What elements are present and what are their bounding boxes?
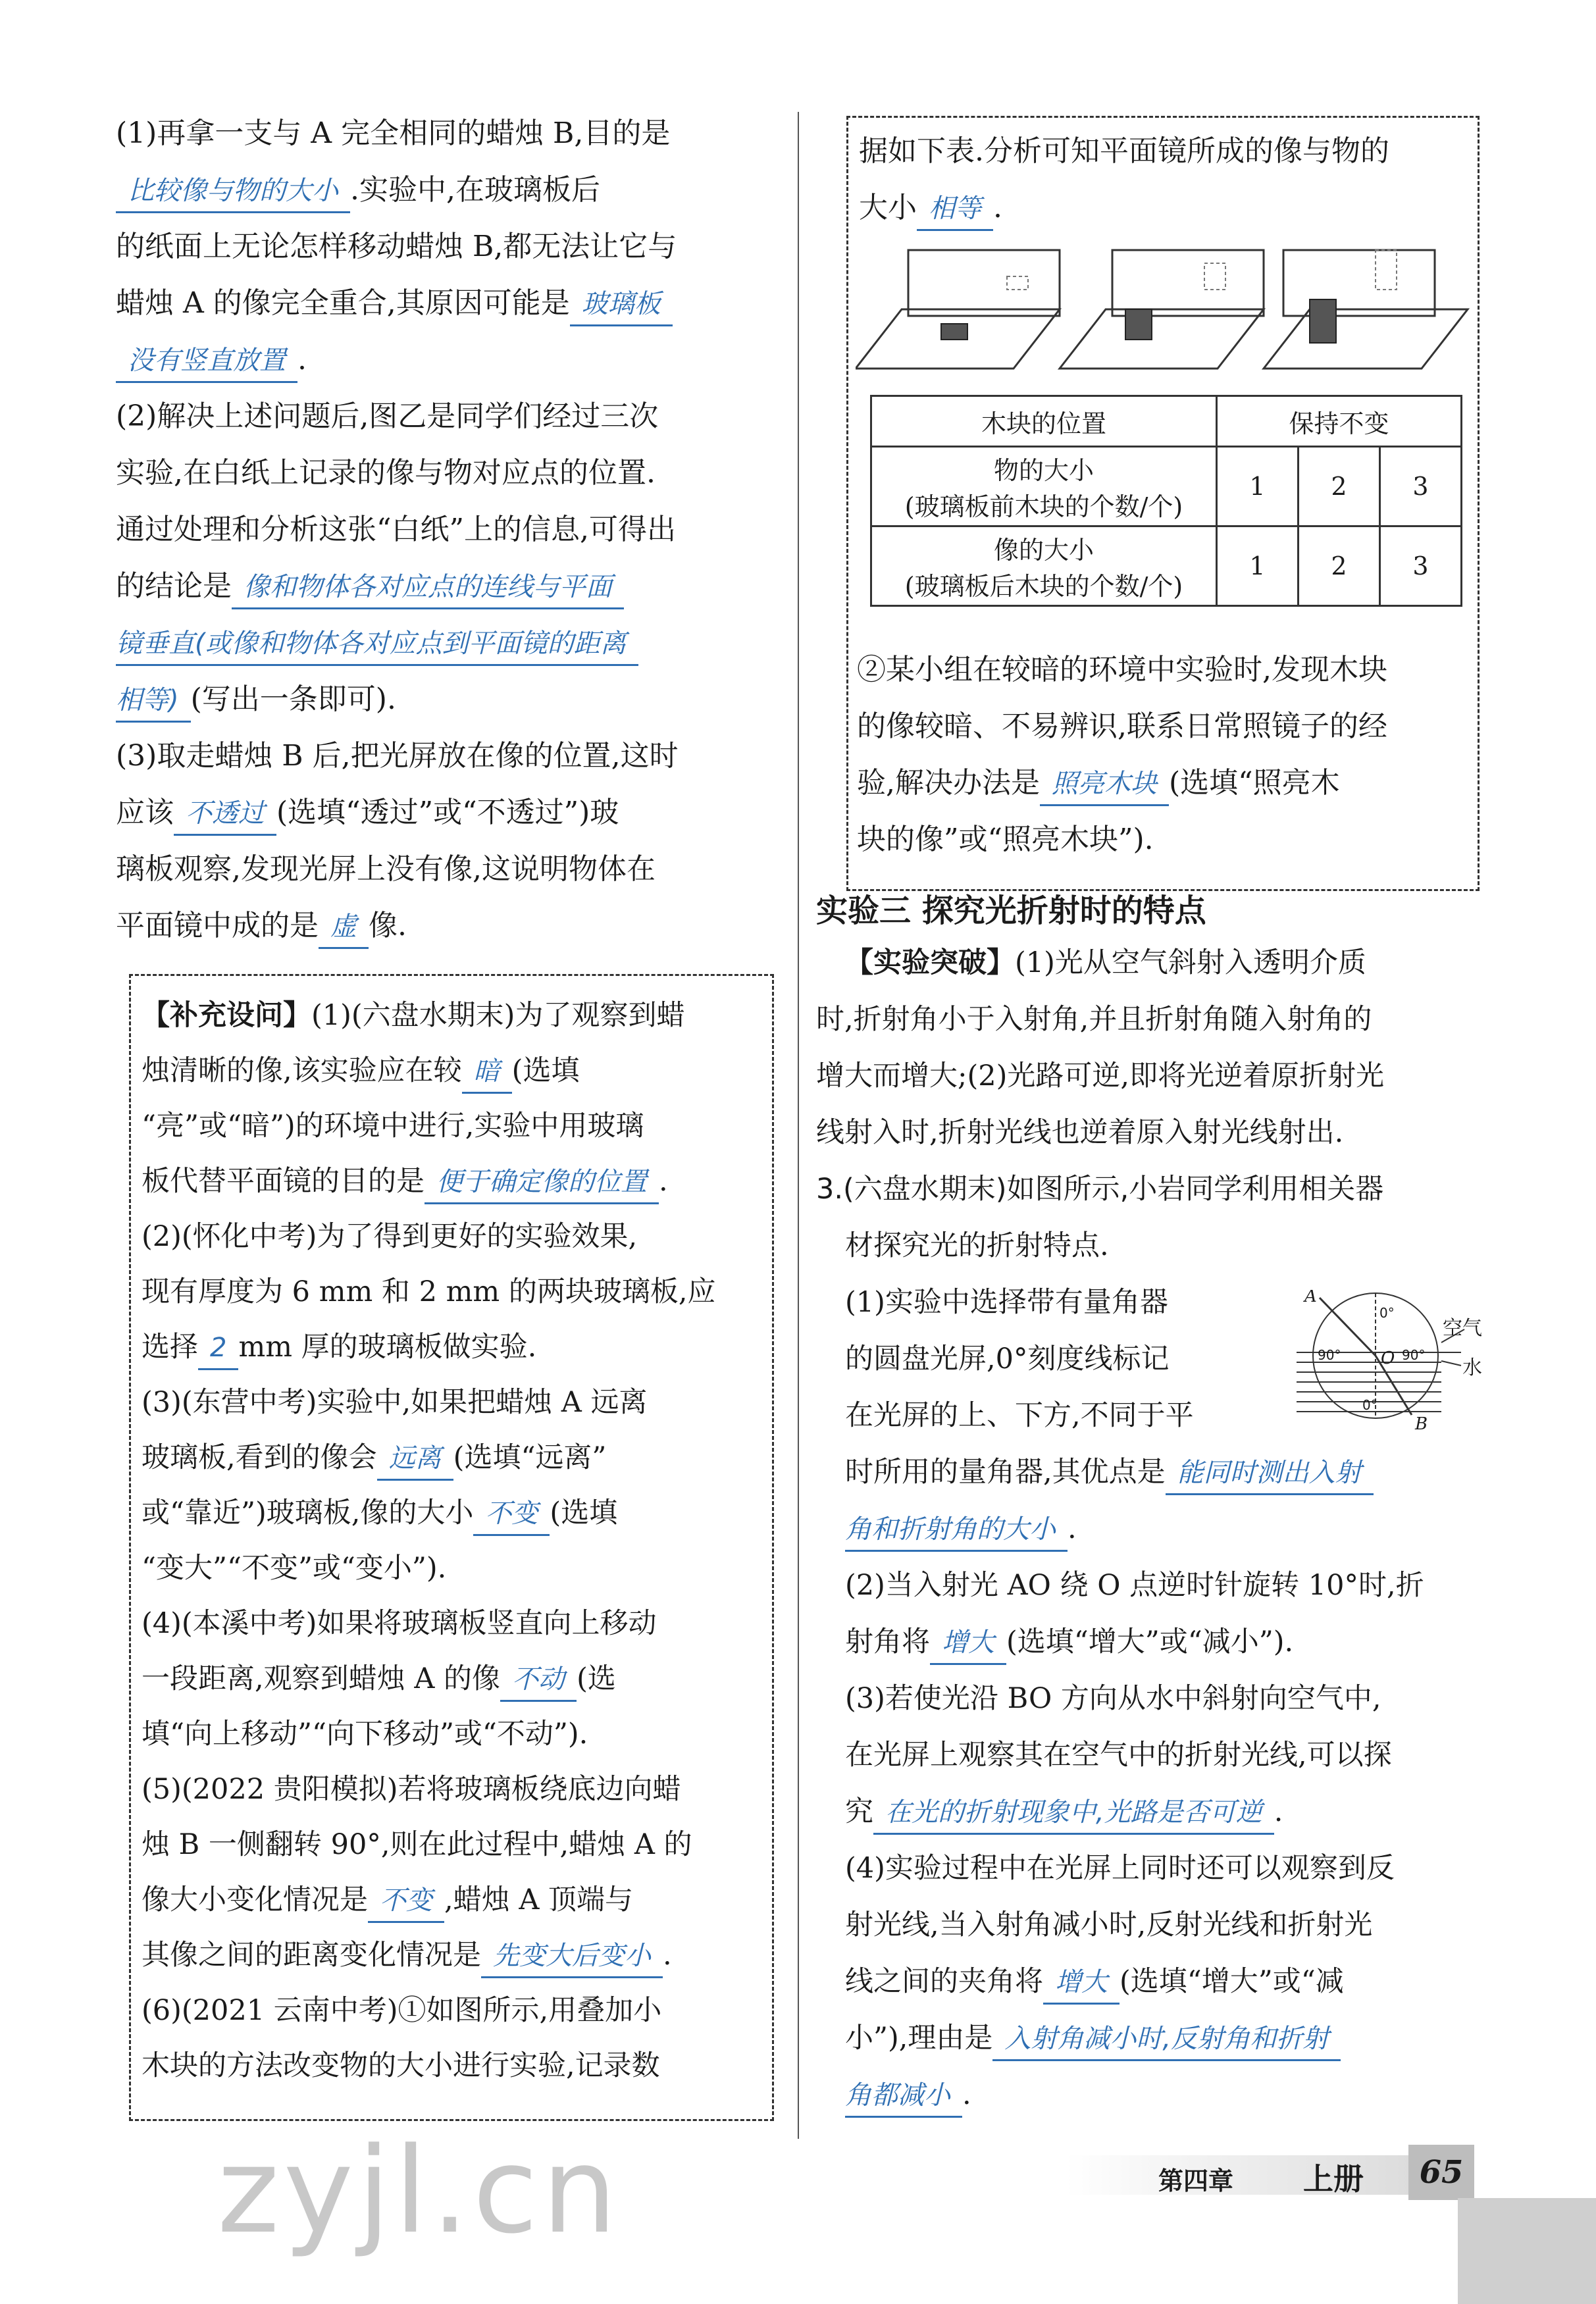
text: (选填“远离” (453, 1441, 607, 1474)
label-air: 空气 (1443, 1317, 1482, 1340)
text: . (1274, 1795, 1283, 1828)
text: (选填“增大”或“减 (1120, 1965, 1344, 1998)
text: (选填 (511, 1054, 580, 1087)
s4-line-3: 填“向上移动”“向下移动”或“不动”). (142, 1718, 588, 1751)
answer-blank: 2 (198, 1327, 238, 1370)
break-line-2: 时,折射角小于入射角,并且折射角随入射角的 (816, 1003, 1372, 1036)
s4-line-1: (4)(本溪中考)如果将玻璃板竖直向上移动 (142, 1607, 657, 1640)
row-label: 物的大小 (993, 456, 1094, 485)
table-cell (871, 447, 1217, 526)
p4-line-4 (816, 2010, 1501, 2066)
text: 小”),理由是 (845, 2022, 993, 2055)
q3-line-1: (3)取走蜡烛 B 后,把光屏放在像的位置,这时 (116, 739, 679, 773)
answer-blank: 玻璃板 (570, 284, 673, 326)
p3-line-2: 在光屏上观察其在空气中的折射光线,可以探 (845, 1739, 1392, 1772)
answer-blank: 角都减小 (845, 2075, 962, 2118)
s5-line-1: (5)(2022 贵阳模拟)若将玻璃板绕底边向蜡 (142, 1773, 681, 1806)
text: 或“靠近”)玻璃板,像的大小 (142, 1497, 474, 1529)
answer-blank: 能同时测出入射 (1166, 1452, 1374, 1495)
page-number: 65 (1408, 2145, 1474, 2200)
q3-line-4 (116, 898, 774, 954)
text: . (663, 1939, 672, 1972)
text: 选择 (142, 1331, 198, 1364)
p4-line-2: 射光线,当入射角减小时,反射光线和折射光 (845, 1908, 1373, 1941)
left-column (116, 105, 774, 954)
q2-line-6 (116, 671, 774, 728)
text: .实验中,在玻璃板后 (350, 173, 600, 207)
s3-line-4: “变大”“不变”或“变小”). (142, 1552, 447, 1585)
text: 玻璃板,看到的像会 (142, 1441, 377, 1474)
label-b: B (1415, 1414, 1428, 1434)
exp-line-2 (859, 180, 1467, 236)
label-water: 水 (1462, 1356, 1482, 1379)
p1-line-4 (816, 1444, 1501, 1500)
break-line-1 (816, 934, 1501, 991)
label-90-left: 90° (1318, 1347, 1341, 1363)
s2-line-3 (142, 1319, 761, 1375)
p3-line-1: (3)若使光沿 BO 方向从水中斜射向空气中, (845, 1682, 1381, 1715)
answer-blank: 不透过 (174, 793, 276, 836)
text: 的结论是 (116, 569, 232, 603)
glass-plate-3 (1283, 250, 1435, 316)
exp-q2-line-1: ②某小组在较暗的环境中实验时,发现木块 (857, 653, 1387, 686)
s1-line-3: “亮”或“暗”)的环境中进行,实验中用玻璃 (142, 1110, 644, 1142)
block-front-3 (1310, 299, 1336, 343)
q1-line-2 (116, 162, 774, 218)
q3-title-1 (816, 1161, 1501, 1217)
answer-blank: 照亮木块 (1040, 763, 1169, 806)
p2-line-2 (816, 1614, 1501, 1670)
answer-blank: 虚 (319, 906, 369, 949)
text: . (297, 343, 307, 376)
answer-blank: 角和折射角的大小 (845, 1509, 1068, 1552)
answer-blank: 没有竖直放置 (116, 340, 297, 383)
text: 其像之间的距离变化情况是 (142, 1939, 481, 1972)
p3-line-3 (816, 1783, 1501, 1840)
block-image-3 (1376, 250, 1397, 290)
s1-line-4 (142, 1154, 761, 1209)
glass-plate-2 (1112, 250, 1264, 316)
row-sublabel: (玻璃板后木块的个数/个) (904, 572, 1183, 601)
text: (选填 (550, 1497, 618, 1529)
answer-blank: 暗 (462, 1051, 512, 1094)
answer-blank: 相等) (116, 680, 191, 723)
s3-line-1: (3)(东营中考)实验中,如果把蜡烛 A 远离 (142, 1386, 648, 1419)
table-cell: 1 (1217, 447, 1299, 526)
answer-blank: 远离 (377, 1438, 453, 1481)
supplementary-questions-box (129, 974, 774, 2121)
paper-plane-2 (1060, 309, 1264, 369)
p1-line-5 (816, 1500, 1501, 1557)
answer-blank: 相等 (917, 188, 993, 231)
answer-blank: 不变 (368, 1880, 444, 1923)
text: mm 厚的玻璃板做实验. (238, 1331, 537, 1364)
answer-blank: 镜垂直(或像和物体各对应点到平面镜的距离 (116, 623, 638, 666)
refraction-figure (1290, 1290, 1501, 1448)
label-zero-bottom: 0° (1362, 1397, 1377, 1413)
mirror-blocks-figure (856, 237, 1474, 382)
text: 板代替平面镜的目的是 (142, 1165, 425, 1198)
table-cell: 2 (1299, 526, 1380, 606)
s6-line-2: 木块的方法改变物的大小进行实验,记录数 (142, 2049, 660, 2082)
break-tag: 【实验突破】 (845, 946, 1015, 979)
p1-line-1: (1)实验中选择带有量角器 (845, 1286, 1168, 1319)
section-heading: 实验三 探究光折射时的特点 (816, 892, 1206, 929)
table-row (871, 396, 1462, 447)
text: (选 (577, 1662, 616, 1695)
exp-line-1: 据如下表.分析可知平面镜所成的像与物的 (859, 134, 1389, 168)
p1-line-2: 的圆盘光屏,0°刻度线标记 (845, 1343, 1170, 1375)
text: (1)光从空气斜射入透明介质 (1015, 946, 1366, 979)
q1-line-1: (1)再拿一支与 A 完全相同的蜡烛 B,目的是 (116, 116, 671, 150)
chapter-label: 第四章 (1158, 2166, 1234, 2195)
label-zero-top: 0° (1379, 1305, 1395, 1321)
text: 验,解决办法是 (857, 766, 1040, 800)
text: 线之间的夹角将 (845, 1965, 1043, 1998)
text: 一段距离,观察到蜡烛 A 的像 (142, 1662, 501, 1695)
paper-plane-3 (1264, 309, 1468, 369)
answer-blank: 像和物体各对应点的连线与平面 (232, 567, 624, 609)
page-footer (1066, 2142, 1596, 2201)
exp-q2-line-4: 块的像”或“照亮木块”). (857, 823, 1154, 856)
p4-line-1: (4)实验过程中在光屏上同时还可以观察到反 (845, 1852, 1395, 1885)
table-header-cell: 木块的位置 (871, 396, 1217, 447)
volume-label: 上册 (1303, 2161, 1364, 2197)
table-cell: 1 (1217, 526, 1299, 606)
break-line-3: 增大而增大;(2)光路可逆,即将光逆着原折射光 (816, 1060, 1385, 1092)
s1-line-1 (142, 988, 761, 1043)
block-image-1 (1007, 276, 1028, 290)
text: . (659, 1165, 668, 1198)
answer-blank: 先变大后变小 (481, 1935, 663, 1978)
s6-line-1: (6)(2021 云南中考)①如图所示,用叠加小 (142, 1994, 662, 2027)
text: (1)(六盘水期末)为了观察到蜡 (311, 999, 685, 1032)
block-front-2 (1125, 309, 1152, 340)
q1-line-3: 的纸面上无论怎样移动蜡烛 B,都无法让它与 (116, 230, 677, 263)
column-divider (798, 112, 799, 2139)
label-a: A (1304, 1290, 1317, 1306)
corner-bar (1458, 2198, 1596, 2304)
s5-line-2: 烛 B 一侧翻转 90°,则在此过程中,蜡烛 A 的 (142, 1828, 692, 1861)
break-line-4: 线射入时,折射光线也逆着原入射光线射出. (816, 1116, 1344, 1149)
q3-title-2: 材探究光的折射特点. (845, 1229, 1109, 1262)
table-header-cell: 保持不变 (1217, 396, 1462, 447)
text: 烛清晰的像,该实验应在较 (142, 1054, 462, 1087)
q2-line-1: (2)解决上述问题后,图乙是同学们经过三次 (116, 399, 659, 433)
text: (选填“透过”或“不透过”)玻 (276, 796, 619, 829)
exp-q2-line-3 (857, 755, 1387, 811)
text: 大小 (859, 191, 917, 224)
table-cell: 2 (1299, 447, 1380, 526)
q2-line-4 (116, 558, 774, 615)
s4-line-2 (142, 1651, 761, 1706)
label-o: O (1381, 1348, 1395, 1368)
text: (写出一条即可). (190, 682, 396, 716)
answer-blank: 比较像与物的大小 (116, 170, 350, 213)
text: 蜡烛 A 的像完全重合,其原因可能是 (116, 286, 570, 320)
table-cell (871, 526, 1217, 606)
supp-tag: 【补充设问】 (142, 999, 311, 1032)
text: . (962, 2078, 971, 2111)
text: 像大小变化情况是 (142, 1883, 368, 1916)
s3-line-3 (142, 1485, 761, 1541)
text: 应该 (116, 796, 174, 829)
text: 时所用的量角器,其优点是 (845, 1456, 1166, 1489)
s1-line-2 (142, 1043, 761, 1098)
watermark: zyjl.cn (217, 2122, 621, 2260)
data-table (870, 395, 1462, 607)
answer-blank: 便于确定像的位置 (425, 1162, 659, 1204)
q1-line-5 (116, 332, 774, 388)
label-90-right: 90° (1402, 1347, 1426, 1363)
answer-blank: 不变 (473, 1493, 550, 1536)
p1-line-3: 在光屏的上、下方,不同于平 (845, 1399, 1194, 1432)
exp-q2 (857, 642, 1387, 868)
text: ,蜡烛 A 顶端与 (444, 1883, 634, 1916)
text: . (993, 191, 1002, 224)
p4-line-3 (816, 1953, 1501, 2010)
footer-gradient (1066, 2155, 1461, 2195)
table-row (871, 447, 1462, 526)
row-sublabel: (玻璃板前木块的个数/个) (904, 492, 1183, 521)
q2-line-3: 通过处理和分析这张“白纸”上的信息,可得出 (116, 513, 676, 546)
glass-plate-1 (908, 250, 1060, 316)
q3-line-3: 璃板观察,发现光屏上没有像,这说明物体在 (116, 852, 656, 886)
table-row (871, 526, 1462, 606)
text: 平面镜中成的是 (116, 909, 319, 942)
s2-line-2: 现有厚度为 6 mm 和 2 mm 的两块玻璃板,应 (142, 1275, 716, 1308)
q2-line-5 (116, 615, 774, 671)
answer-blank: 不动 (500, 1659, 577, 1702)
row-label: 像的大小 (993, 536, 1094, 565)
block-front-1 (941, 324, 967, 340)
text: 究 (845, 1795, 873, 1828)
text: 像. (369, 909, 407, 942)
answer-blank: 增大 (1043, 1962, 1120, 2005)
answer-blank: 增大 (930, 1622, 1006, 1665)
table-cell: 3 (1380, 447, 1462, 526)
text: (选填“增大”或“减小”). (1006, 1626, 1294, 1658)
text: . (1068, 1512, 1077, 1545)
q3-line-2 (116, 784, 774, 841)
block-image-2 (1204, 263, 1225, 290)
p4-line-5 (816, 2066, 1501, 2123)
text: (选填“照亮木 (1169, 766, 1340, 800)
q2-line-2: 实验,在白纸上记录的像与物对应点的位置. (116, 456, 656, 490)
text: 射角将 (845, 1626, 930, 1658)
table-cell: 3 (1380, 526, 1462, 606)
s5-line-3 (142, 1872, 761, 1928)
water-pointer (1441, 1361, 1461, 1366)
s2-line-1: (2)(怀化中考)为了得到更好的实验效果, (142, 1220, 638, 1253)
right-body (816, 934, 1501, 2123)
exp-q2-line-2: 的像较暗、不易辨识,联系日常照镜子的经 (857, 709, 1387, 743)
text: 3.(六盘水期末)如图所示,小岩同学利用相关器 (816, 1173, 1384, 1206)
s5-line-4 (142, 1928, 761, 1983)
answer-blank: 在光的折射现象中,光路是否可逆 (873, 1792, 1274, 1835)
p2-line-1: (2)当入射光 AO 绕 O 点逆时针旋转 10°时,折 (845, 1569, 1424, 1602)
answer-blank: 入射角减小时,反射角和折射 (992, 2018, 1341, 2061)
s3-line-2 (142, 1430, 761, 1485)
q1-line-4 (116, 275, 774, 332)
